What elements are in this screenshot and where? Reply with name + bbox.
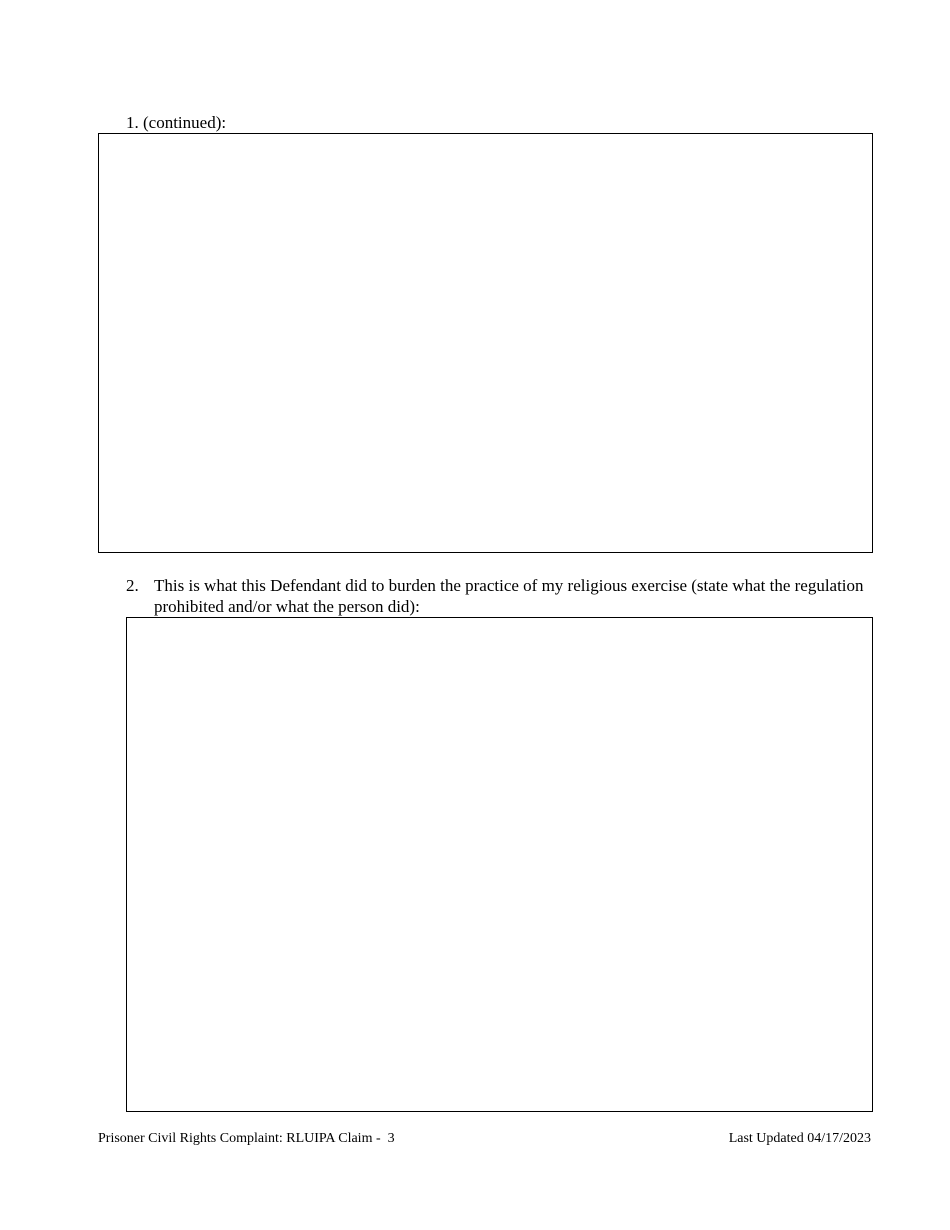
item2-number: 2. — [126, 576, 139, 595]
item2-question-text: This is what this Defendant did to burden the practice of my religious exercise (state what the regulation prohibited and/or what the person did): — [154, 576, 864, 616]
item2-response-box[interactable] — [126, 617, 873, 1112]
item1-response-box[interactable] — [98, 133, 873, 553]
item2-question — [126, 575, 866, 617]
footer-last-updated: Last Updated 04/17/2023 — [728, 1131, 871, 1146]
item1-continued-heading: 1. (continued): — [126, 113, 227, 132]
footer-form-title: Prisoner Civil Rights Complaint: RLUIPA Claim - 3 — [98, 1131, 395, 1146]
